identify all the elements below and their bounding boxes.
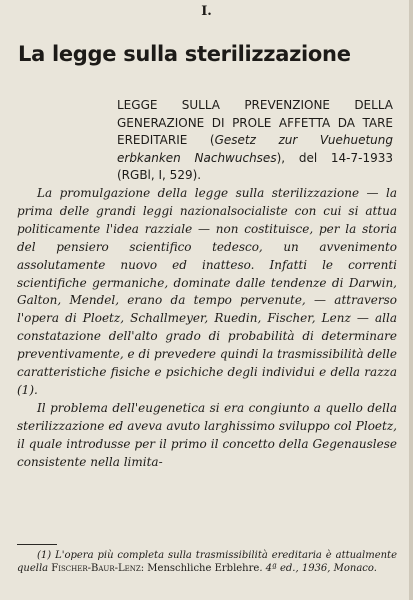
paragraph-1: La promulgazione della legge sulla sterilizzazione — la prima delle grandi leggi nazionalsocialiste con cui si attua politicamente l'idea razziale — non costituisce, per la storia del pensiero scientifico tedesco, un avvenimento assolutamente nuovo ed inatteso. Infatti le correnti scientifiche germaniche, dominate dalle tendenze di Darwin, Galton, Mendel, erano da tempo pervenute, — attraverso l'opera di Ploetz, Schallmeyer, Ruedin, Fischer, Lenz — alla constatazione dell'alto grado di probabilità di determinare preventivamente, e di prevedere quindi la trasmissibilità delle caratteristiche fisiche e psichiche degli individui e della razza (1). (17, 186, 397, 397)
paragraph-2: Il problema dell'eugenetica si era congiunto a quello della sterilizzazione ed aveva avuto larghissimo sviluppo col Ploetz, il quale introdusse per il primo il concetto della Gegenauslese consistente nella limita- (17, 400, 397, 469)
page-edge (409, 0, 413, 600)
chapter-title: La legge sulla sterilizzazione (18, 42, 351, 66)
footnote-edition: . 4ª ed., 1936, Monaco. (259, 563, 377, 574)
law-title: LEGGE SULLA PREVENZIONE DELLA GENERAZIONE DI PROLE AFFETTA DA TARE EREDITARIE (117, 98, 393, 147)
body-text (17, 185, 397, 472)
footnote (17, 549, 397, 575)
law-reference (117, 97, 393, 185)
law-german-title: Gesetz zur Vuehuetung erbkanken Nachwuchses (117, 133, 393, 165)
law-open-paren: ( (187, 133, 215, 147)
footnote-colon: : (140, 563, 148, 574)
footnote-book: Menschliche Erblehre (147, 563, 260, 574)
chapter-number: I. (201, 4, 212, 19)
footnote-divider (17, 544, 57, 545)
law-citation: ), del 14-7-1933 (RGBl, I, 529). (117, 150, 394, 182)
footnote-lead: (1) L'opera più completa sulla trasmissibilità ereditaria è attualmente quella (17, 550, 397, 574)
footnote-authors: Fischer-Baur-Lenz (51, 563, 141, 574)
